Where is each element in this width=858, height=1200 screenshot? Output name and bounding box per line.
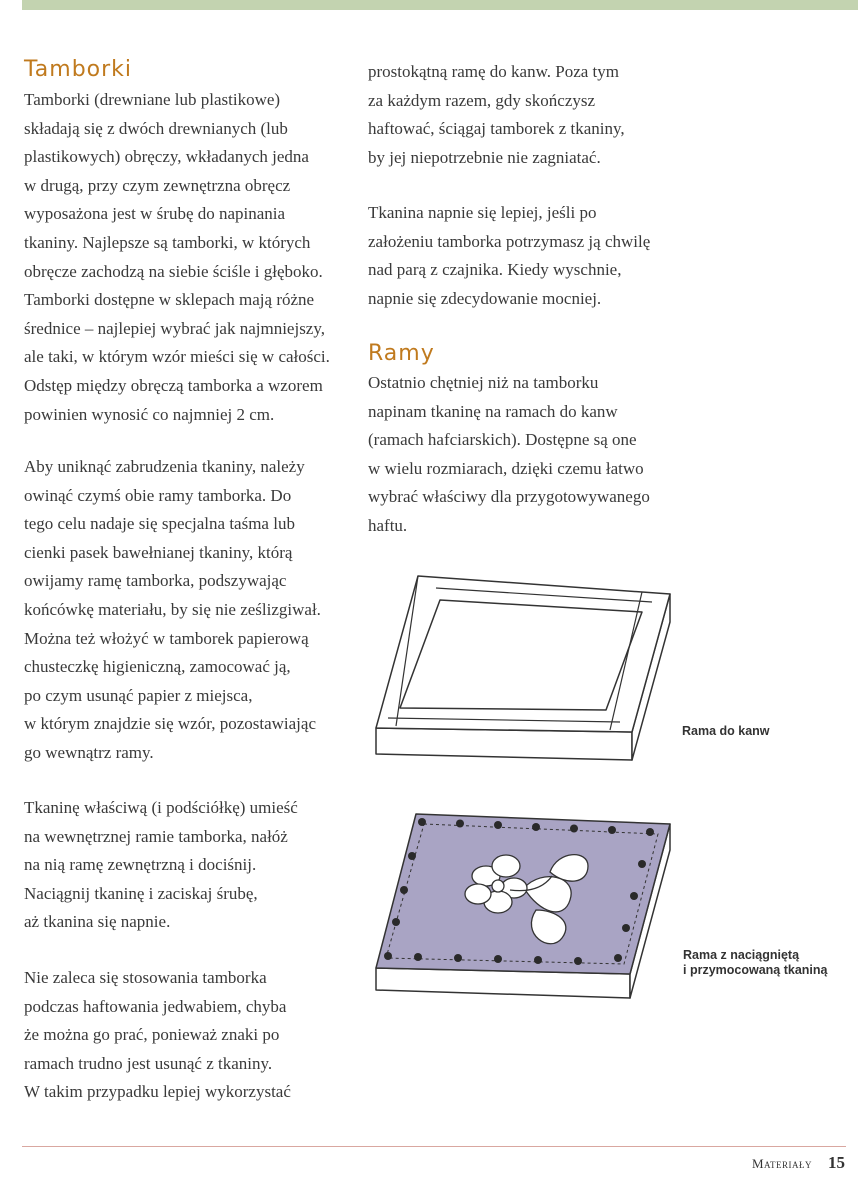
text-line: haftu. xyxy=(368,515,408,535)
text-line: za każdym razem, gdy skończysz xyxy=(368,90,596,110)
text-line: aż tkanina się napnie. xyxy=(24,912,171,932)
text-line: końcówkę materiału, by się nie ześlizgiwał. xyxy=(24,599,321,619)
text-line: w wielu rozmiarach, dzięki czemu łatwo xyxy=(368,458,644,478)
text-line: Tamborki (drewniane lub plastikowe) xyxy=(24,90,281,109)
text-line: wybrać właściwy dla przygotowywanego xyxy=(368,487,650,507)
text-line: (ramach hafciarskich). Dostępne są one xyxy=(368,430,637,450)
text-line: na wewnętrznej ramie tamborka, nałóż xyxy=(24,826,288,846)
text-line: podczas haftowania jedwabiem, chyba xyxy=(24,996,287,1016)
paragraph-wrapping-hoop xyxy=(24,453,321,768)
heading-ramy: Ramy xyxy=(368,341,435,366)
page-number: 15 xyxy=(828,1153,845,1172)
text-line: ale taki, w którym wzór mieści się w całości. xyxy=(24,347,330,367)
text-line: by jej niepotrzebnie nie zagniatać. xyxy=(368,147,601,167)
text-line: owijamy ramę tamborka, podszywając xyxy=(24,571,287,591)
text-line: napnie się zdecydowanie mocniej. xyxy=(368,288,602,308)
footer-rule xyxy=(22,1146,846,1147)
text-line: tego celu nadaje się specjalna taśma lub xyxy=(24,514,295,534)
text-line: obręcze zachodzą na siebie ściśle i głęboko. xyxy=(24,261,323,281)
text-line: Tkaninę właściwą (i podściółkę) umieść xyxy=(24,798,298,817)
text-line: Aby uniknąć zabrudzenia tkaniny, należy xyxy=(24,457,305,476)
paragraph-steam-tip xyxy=(368,199,650,313)
text-line: Ostatnio chętniej niż na tamborku xyxy=(368,373,599,392)
caption-stretched-frame xyxy=(683,948,827,978)
text-line: Tkanina napnie się lepiej, jeśli po xyxy=(368,203,597,222)
text-line: w którym znajdzie się wzór, pozostawiając xyxy=(24,714,316,734)
paragraph-continuation xyxy=(368,58,625,172)
text-line: ramach trudno jest usunąć z tkaniny. xyxy=(24,1053,273,1073)
text-line: owinąć czymś obie ramy tamborka. Do xyxy=(24,485,292,505)
text-line: Nie zaleca się stosowania tamborka xyxy=(24,968,267,987)
text-line: Rama do kanw xyxy=(682,724,770,738)
text-line: plastikowych) obręczy, wkładanych jedna xyxy=(24,147,309,167)
caption-canvas-frame xyxy=(682,724,770,739)
text-line: tkaniny. Najlepsze są tamborki, w których xyxy=(24,232,311,252)
text-line: Odstęp między obręczą tamborka a wzorem xyxy=(24,375,323,395)
text-line: składają się z dwóch drewnianych (lub xyxy=(24,118,288,138)
paragraph-tamborki-intro xyxy=(24,86,330,429)
text-line: go wewnątrz ramy. xyxy=(24,742,154,762)
text-line: na nią ramę zewnętrzną i dociśnij. xyxy=(24,855,257,875)
paragraph-mounting-fabric xyxy=(24,794,298,937)
text-line: Można też włożyć w tamborek papierową xyxy=(24,628,309,648)
text-line: prostokątną ramę do kanw. Poza tym xyxy=(368,62,619,81)
text-line: że można go prać, ponieważ znaki po xyxy=(24,1025,280,1045)
text-line: powinien wynosić co najmniej 2 cm. xyxy=(24,404,275,424)
text-line: Naciągnij tkaninę i zaciskaj śrubę, xyxy=(24,883,258,903)
text-line: cienki pasek bawełnianej tkaniny, którą xyxy=(24,542,293,562)
paragraph-ramy xyxy=(368,369,650,541)
footer-section-title: Materiały xyxy=(752,1156,813,1171)
top-color-band xyxy=(22,0,858,10)
stretched-frame-illustration xyxy=(374,810,674,1000)
text-line: nad parą z czajnika. Kiedy wyschnie, xyxy=(368,260,622,280)
text-line: chusteczkę higieniczną, zamocować ją, xyxy=(24,657,291,677)
text-line: i przymocowaną tkaniną xyxy=(683,963,828,977)
paragraph-silk-warning xyxy=(24,964,291,1107)
text-line: założeniu tamborka potrzymasz ją chwilę xyxy=(368,231,651,251)
text-line: W takim przypadku lepiej wykorzystać xyxy=(24,1082,291,1102)
canvas-frame-illustration xyxy=(370,570,670,770)
text-line: Tamborki dostępne w sklepach mają różne xyxy=(24,290,315,310)
text-line: średnice – najlepiej wybrać jak najmniejszy, xyxy=(24,318,326,338)
text-line: w drugą, przy czym zewnętrzna obręcz xyxy=(24,175,291,195)
text-line: po czym usunąć papier z miejsca, xyxy=(24,685,253,705)
text-line: Rama z naciągniętą xyxy=(683,948,800,962)
text-line: wyposażona jest w śrubę do napinania xyxy=(24,204,286,224)
text-line: haftować, ściągaj tamborek z tkaniny, xyxy=(368,119,625,139)
heading-tamborki: Tamborki xyxy=(24,57,133,82)
text-line: napinam tkaninę na ramach do kanw xyxy=(368,401,618,421)
